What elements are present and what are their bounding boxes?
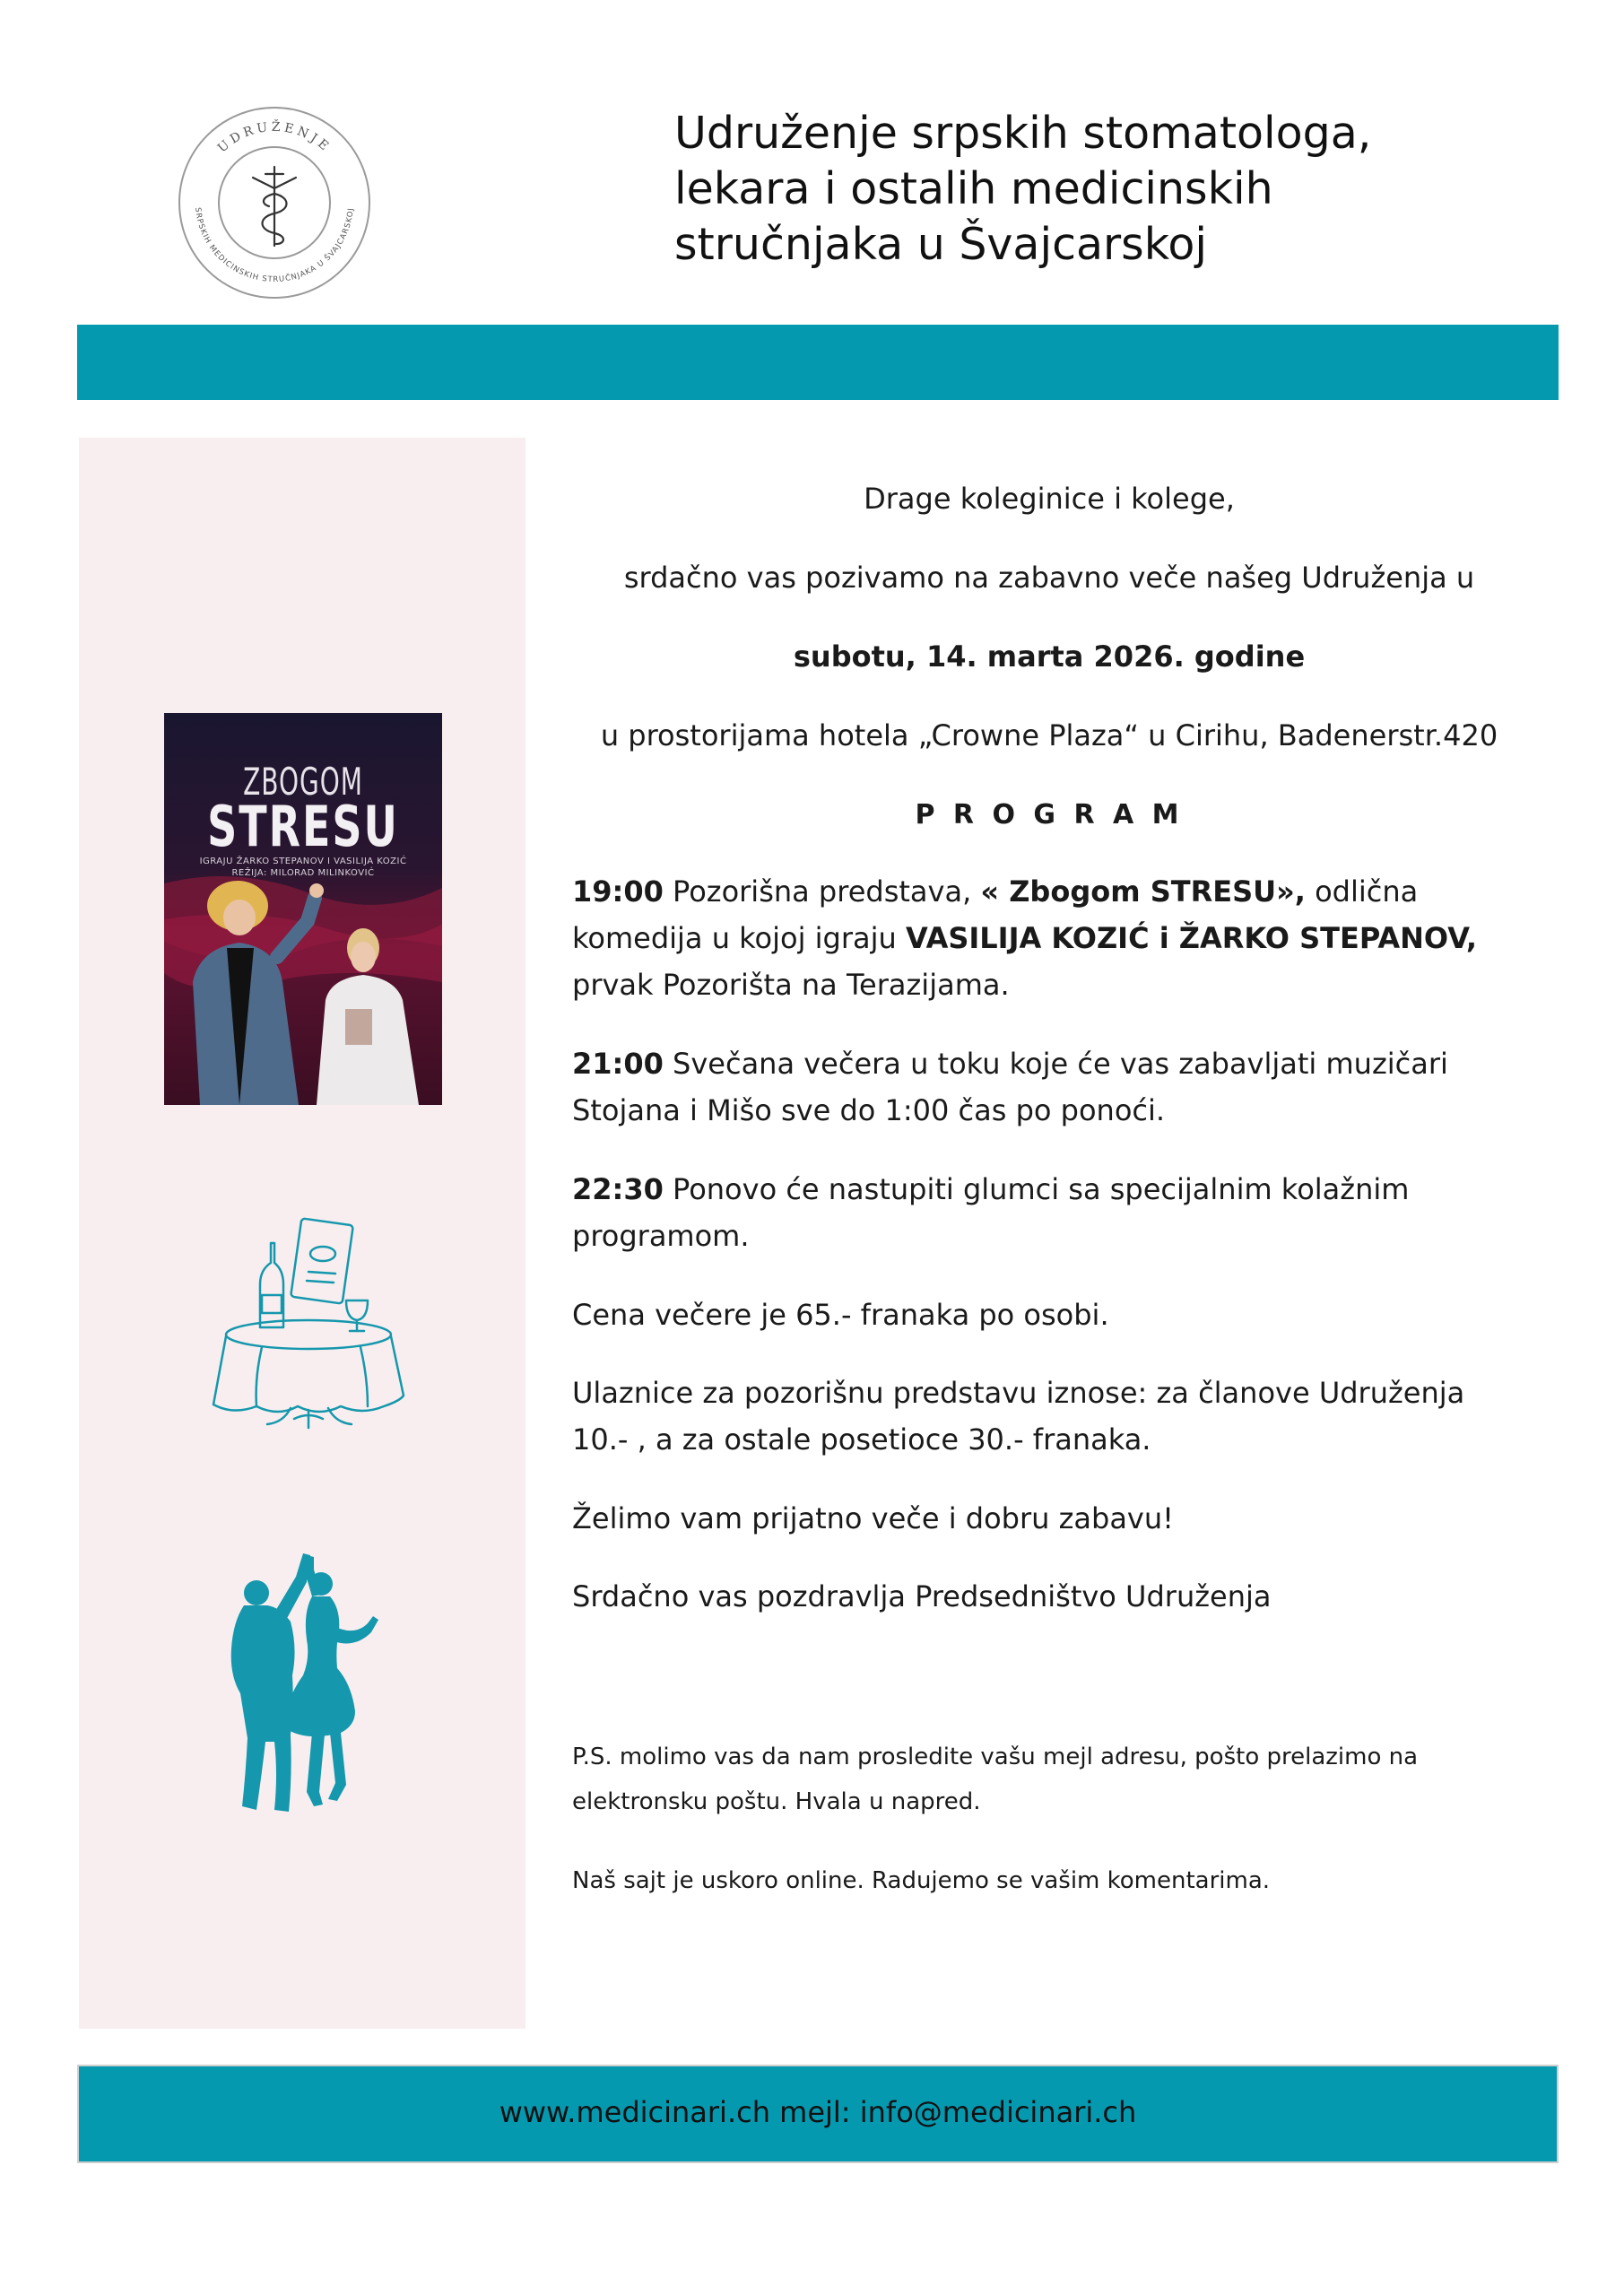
title-line-1: Udruženje srpskih stomatologa, — [674, 108, 1372, 159]
play-poster — [164, 713, 442, 1105]
ticket-prices-line-1: Ulaznice za pozorišnu predstavu iznose: za članove Udruženja — [572, 1376, 1465, 1410]
dancing-couple-icon — [221, 1550, 382, 1819]
signoff-text: Srdačno vas pozdravlja Predsedništvo Udruženja — [572, 1579, 1272, 1613]
greeting: Drage koleginice i kolege, — [864, 482, 1235, 516]
postscript — [572, 1735, 1523, 1824]
program-heading: P R O G R A M — [915, 799, 1184, 831]
program-time-2100: 21:00 — [572, 1047, 664, 1081]
svg-text:UDRUŽENJE — [215, 118, 334, 156]
poster-credit-cast: IGRAJU ŽARKO STEPANOV I VASILIJA KOZIĆ — [199, 857, 407, 866]
event-date: subotu, 14. marta 2026. godine — [793, 639, 1306, 674]
program-time-2230: 22:30 — [572, 1172, 664, 1206]
program-item-1900 — [572, 868, 1523, 1008]
caduceus-icon — [253, 167, 296, 246]
dinner-price-text: Cena večere je 65.- franaka po osobi. — [572, 1298, 1109, 1332]
postscript-line-2: elektronsku poštu. Hvala u napred. — [572, 1788, 981, 1815]
program-1900-text-a: Pozorišna predstava, — [663, 874, 981, 909]
invitation-intro: srdačno vas pozivamo na zabavno veče našeg Udruženja u — [623, 561, 1475, 595]
program-2100-text-b: Stojana i Mišo sve do 1:00 čas po ponoći. — [572, 1093, 1166, 1127]
program-2230-text-b: programom. — [572, 1219, 750, 1253]
postscript-line-1: P.S. molimo vas da nam prosledite vašu mejl adresu, pošto prelazimo na — [572, 1744, 1419, 1770]
poster-title-line-2: STRESU — [207, 794, 399, 859]
actors-names: VASILIJA KOZIĆ i ŽARKO STEPANOV, — [905, 921, 1478, 955]
ticket-prices — [572, 1370, 1523, 1463]
website-note-text: Naš sajt je uskoro online. Radujemo se vašim komentarima. — [572, 1867, 1271, 1894]
association-logo — [176, 104, 373, 301]
event-venue: u prostorijama hotela „Crowne Plaza“ u Cirihu, Badenerstr.420 — [600, 718, 1498, 752]
poster-credit-director: REŽIJA: MILORAD MILINKOVIĆ — [231, 868, 375, 878]
program-1900-text-c: odlična — [1305, 874, 1419, 909]
program-time-1900: 19:00 — [572, 874, 664, 909]
poster-title-line-1: ZBOGOM — [243, 760, 363, 804]
title-line-3: stručnjaka u Švajcarskoj — [674, 219, 1207, 270]
logo-ring-text-top: UDRUŽENJE — [214, 119, 334, 156]
dinner-price — [572, 1292, 1523, 1338]
website-note — [572, 1858, 1523, 1903]
title-line-2: lekara i ostalih medicinskih — [674, 163, 1273, 214]
organization-title — [674, 106, 1481, 273]
dinner-table-icon — [208, 1216, 409, 1431]
play-title: « Zbogom STRESU», — [980, 874, 1306, 909]
program-2230-text-a: Ponovo će nastupiti glumci sa specijalnim kolažnim — [663, 1172, 1410, 1206]
header-band — [77, 325, 1559, 400]
program-1900-text-f: prvak Pozorišta na Terazijama. — [572, 968, 1010, 1002]
signoff — [572, 1573, 1523, 1620]
program-1900-text-d: komedija u kojoj igraju — [572, 921, 906, 955]
program-item-2230 — [572, 1166, 1523, 1259]
program-item-2100 — [572, 1040, 1523, 1134]
footer-contact: www.medicinari.ch mejl: info@medicinari.ch — [499, 2095, 1137, 2129]
program-2100-text-a: Svečana večera u toku koje će vas zabavljati muzičari — [663, 1047, 1448, 1081]
closing-wish-text: Želimo vam prijatno veče i dobru zabavu! — [572, 1501, 1174, 1535]
logo-ring-text-bottom: SRPSKIH MEDICINSKIH STRUČNJAKA U ŠVAJCARSKOJ — [193, 206, 356, 285]
ticket-prices-line-2: 10.- , a za ostale posetioce 30.- franaka. — [572, 1422, 1151, 1457]
closing-wish — [572, 1495, 1523, 1542]
